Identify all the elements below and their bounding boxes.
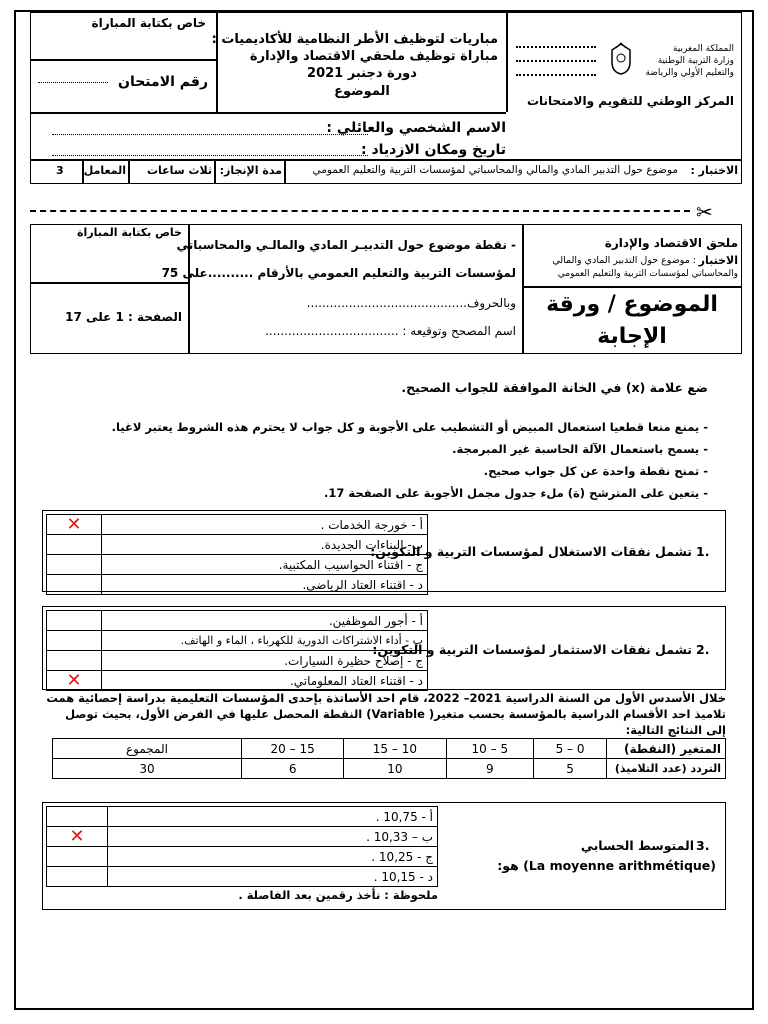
frequency-label: التردد (عدد التلاميذ): [607, 759, 726, 779]
score-digits-field[interactable]: لمؤسسات التربية والتعليم العمومي بالأرقام ..........على 75: [161, 266, 516, 280]
question-3-number: 3.: [696, 838, 710, 853]
answer-mark-icon: ✕: [66, 669, 82, 691]
answer-sheet-title-1: الموضوع / ورقة: [546, 292, 718, 317]
q1-option-c: ج - اقتناء الحواسيب المكتبية.: [102, 555, 428, 575]
page-number-label: الصفحة : 1 على 17: [65, 310, 182, 324]
answer-mark-icon: ✕: [66, 513, 82, 535]
q2-option-d: د - اقتناء العتاد المعلوماتي.: [102, 671, 428, 691]
freq-total: 30: [53, 759, 242, 779]
exam-page: [14, 10, 754, 1010]
q2-checkbox-b[interactable]: [47, 631, 102, 651]
rule-1: - يمنع منعا قطعيا استعمال المبيض أو التشطيب على الأجوبة و كل جواب لا يحترم هذه الشروط يعتبر لاغيا.: [111, 420, 708, 434]
rule-2: - يسمح باستعمال الآلة الحاسبة غير المبرمجة.: [452, 442, 708, 456]
q1-option-d: د - اقتناء العتاد الرياضي.: [102, 575, 428, 595]
coef-label: المعامل: [83, 164, 126, 177]
subject-word: الموضوع: [334, 84, 390, 99]
test-value: موضوع حول التدبير المادي والمالي والمحاسباتي لمؤسسات التربية والتعليم العمومي: [312, 164, 678, 176]
q3-checkbox-a[interactable]: [47, 807, 108, 827]
q1-checkbox-c[interactable]: [47, 555, 102, 575]
q3-option-b: ب – 10,33 .: [108, 827, 438, 847]
question-2-number: 2.: [696, 642, 710, 657]
rule-3: - تمنح نقطة واحدة عن كل جواب صحيح.: [483, 464, 708, 478]
q2-checkbox-d[interactable]: [47, 671, 102, 691]
q3-checkbox-c[interactable]: [47, 847, 108, 867]
freq-1: 5: [534, 759, 607, 779]
test-label-2: الاختبار: [698, 254, 738, 267]
statistics-paragraph: خلال الأسدس الأول من السنة الدراسية 2021– 2022، قام احد الأساتذة بإحدى المؤسسات التعليمية بدراسة إحصائية همت تلاميذ احد الأقسام الدراسية بالمؤسسة بحسب متغير( Variable) النقطة المحصل عليها في الفرض الأول، بحيث توصل إلى النتائج التالية:: [46, 691, 726, 737]
freq-2: 9: [446, 759, 534, 779]
cut-line: [30, 210, 690, 212]
q3-checkbox-b[interactable]: [47, 827, 108, 847]
birth-label: تاريخ ومكان الازدياد :: [360, 142, 506, 158]
duration-label: مدة الإنجاز:: [219, 164, 282, 177]
question-3-note: ملحوظة : نأخذ رقمين بعد الفاصلة .: [238, 888, 438, 902]
tifinagh-line-2: [516, 60, 596, 64]
q1-checkbox-a[interactable]: [47, 515, 102, 535]
q2-option-b: ب - أداء الاشتراكات الدورية للكهرباء ، الماء و الهاتف.: [102, 631, 428, 651]
ministry-line-2: وزارة التربية الوطنية: [657, 56, 734, 66]
test-line-1: : موضوع حول التدبير المادي والمالي: [552, 255, 696, 266]
question-3-text-1: المتوسط الحسابي: [580, 838, 694, 853]
ministry-line-1: المملكة المغربية: [672, 44, 734, 54]
tifinagh-line-3: [516, 74, 596, 78]
answer-sheet-title-2: الإجابة: [597, 324, 667, 349]
corrector-field[interactable]: اسم المصحح وتوقيعه : ...................................: [265, 324, 516, 338]
q3-checkbox-d[interactable]: [47, 867, 108, 887]
duration-value: ثلاث ساعات: [146, 164, 212, 177]
q3-option-d: د - 10,15 .: [108, 867, 438, 887]
q3-option-a: أ - 10,75 .: [108, 807, 438, 827]
class-1: 0 – 5: [534, 739, 607, 759]
question-1-text: تشمل نفقات الاستغلال لمؤسسات التربية و التكوين:: [370, 544, 692, 559]
q2-checkbox-c[interactable]: [47, 651, 102, 671]
q2-option-c: ج - إصلاح حظيرة السيارات.: [102, 651, 428, 671]
name-field[interactable]: [52, 134, 368, 135]
ministry-line-3: والتعليم الأولي والرياضة: [645, 68, 734, 78]
class-3: 10 – 15: [344, 739, 446, 759]
tifinagh-line-1: [516, 46, 596, 50]
frequency-table: [52, 738, 726, 779]
center-name: المركز الوطني للتقويم والامتحانات: [526, 94, 734, 108]
total-label: المجموع: [53, 739, 242, 759]
score-line-1: - نقطة موضوع حول التدبيـر المادي والمالـي والمحاسباتي: [176, 238, 516, 252]
freq-3: 10: [344, 759, 446, 779]
scissors-icon: ✂: [696, 200, 713, 224]
freq-4: 6: [242, 759, 344, 779]
reserved-box-label-2: خاص بكتابة المباراة: [77, 226, 182, 239]
kingdom-emblem-icon: [608, 42, 634, 76]
question-2-text: تشمل نفقات الاستثمار لمؤسسات التربية و التكوين:: [372, 642, 692, 657]
session-label: دورة دجنبر 2021: [307, 66, 417, 81]
q1-checkbox-b[interactable]: [47, 535, 102, 555]
test-label: الاختبار :: [690, 164, 738, 177]
competition-subtitle: مباراة توظيف ملحقي الاقتصاد والإدارة: [249, 49, 498, 64]
variable-label: المتغير (النقطة): [607, 739, 726, 759]
question-3-options: [46, 806, 438, 887]
exam-number-field[interactable]: [38, 82, 108, 83]
branch-label: ملحق الاقتصاد والإدارة: [604, 236, 738, 250]
question-2-options: [46, 610, 428, 691]
competition-title: مباريات لتوظيف الأطر النظامية للأكاديميات :: [211, 32, 498, 47]
instructions-intro: ضع علامة (x) في الخانة الموافقة للجواب الصحيح.: [401, 380, 708, 395]
birth-field[interactable]: [52, 155, 368, 156]
q3-option-c: ج - 10,25 .: [108, 847, 438, 867]
class-4: 15 – 20: [242, 739, 344, 759]
test-line-2: والمحاسباتي لمؤسسات التربية والتعليم العمومي: [557, 269, 738, 279]
question-3-text-2: (La moyenne arithmétique) هو:: [497, 858, 716, 873]
answer-mark-icon: ✕: [69, 825, 85, 847]
question-1-number: 1.: [696, 544, 710, 559]
reserved-box-label: خاص بكتابة المباراة: [91, 16, 206, 30]
q1-checkbox-d[interactable]: [47, 575, 102, 595]
q2-option-a: أ - أجور الموظفين.: [102, 611, 428, 631]
rule-4: - يتعين على المترشح (ة) ملء جدول مجمل الأجوبة على الصفحة 17.: [324, 486, 708, 500]
q2-checkbox-a[interactable]: [47, 611, 102, 631]
score-words-field[interactable]: وبالحروف..........................................: [306, 296, 516, 310]
q1-option-b: ب- البناءات الجديدة.: [102, 535, 428, 555]
q1-option-a: أ - خورجة الخدمات .: [102, 515, 428, 535]
name-label: الاسم الشخصي والعائلي :: [326, 120, 506, 136]
class-2: 5 – 10: [446, 739, 534, 759]
coef-value: 3: [56, 164, 64, 177]
exam-number-label: رقم الامتحان: [118, 74, 208, 90]
